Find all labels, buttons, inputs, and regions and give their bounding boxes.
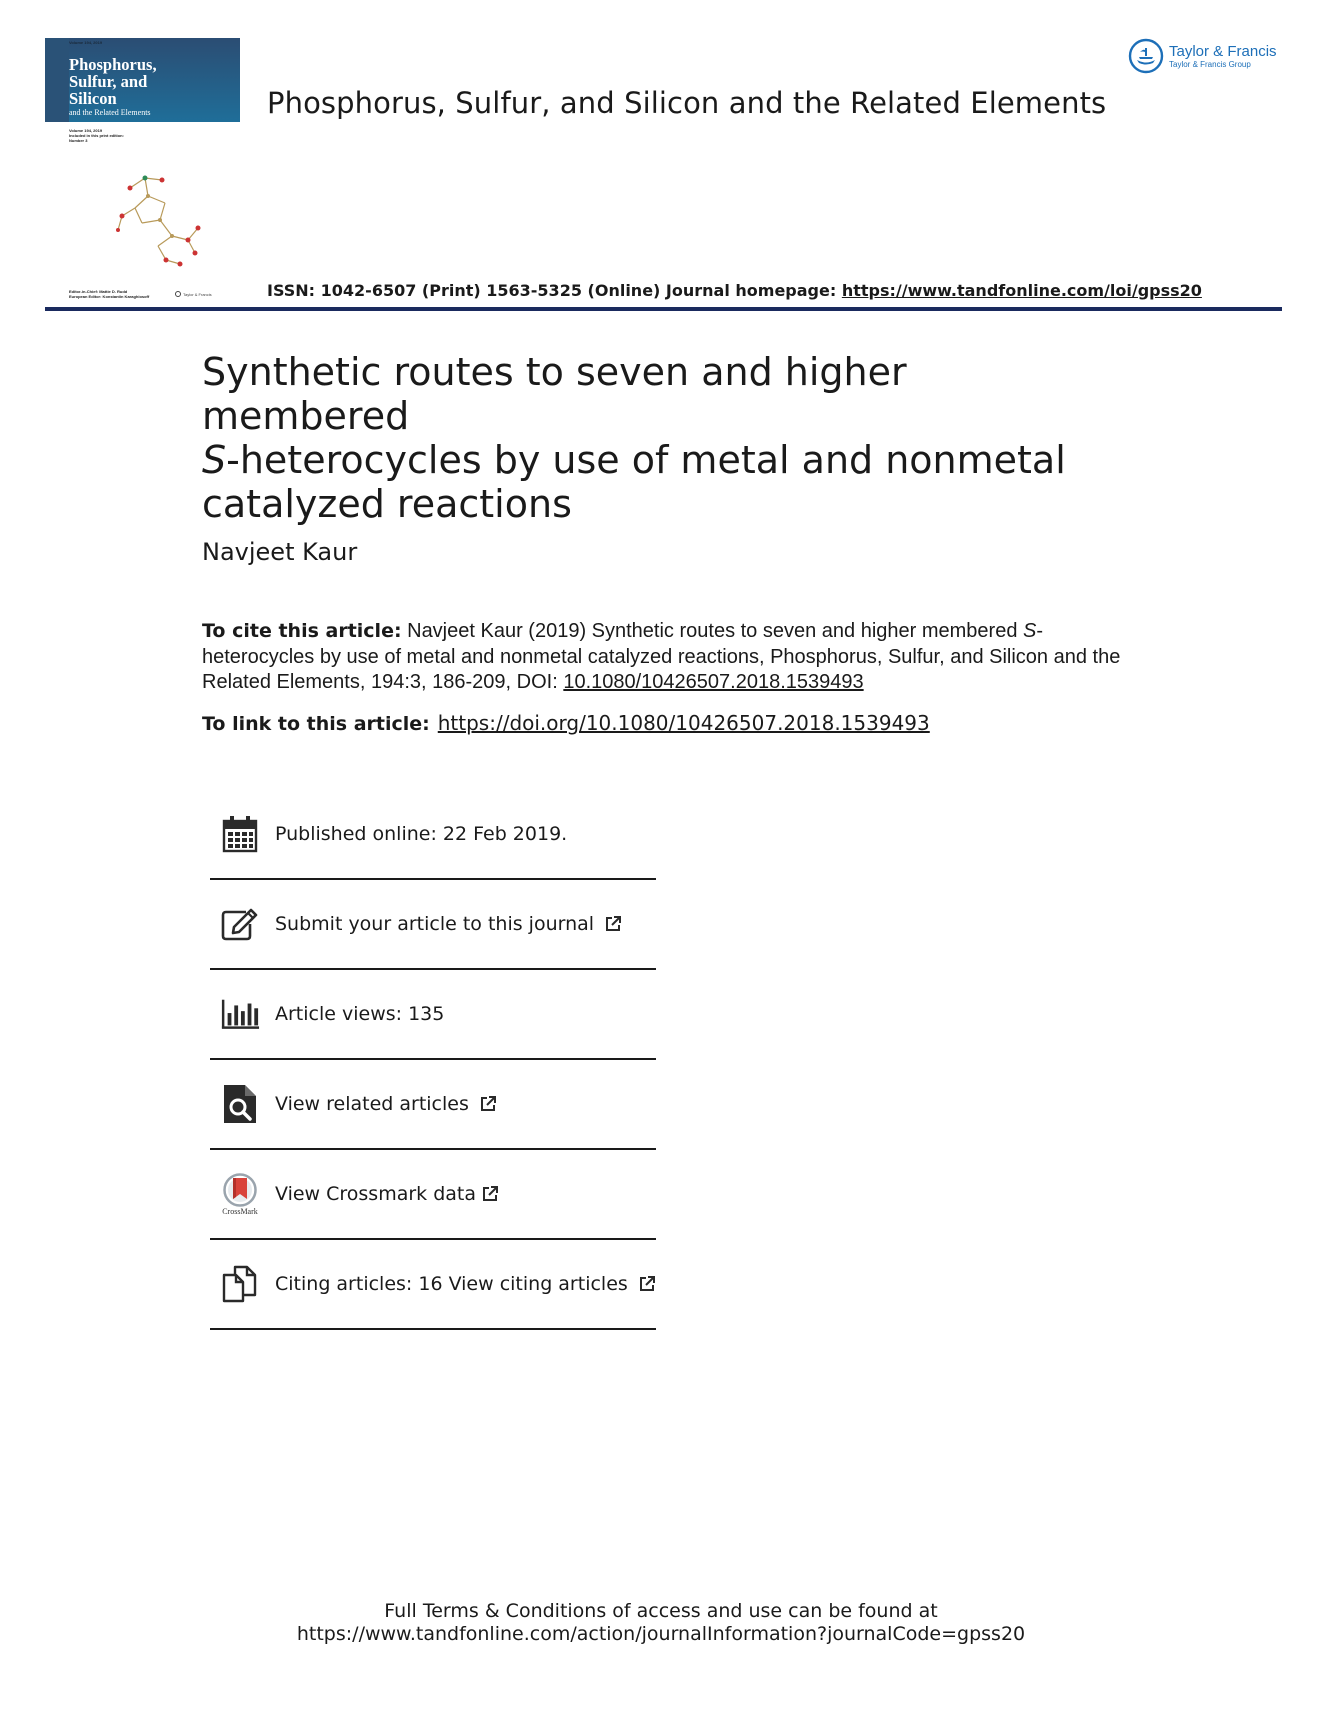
- article-doi-link[interactable]: https://doi.org/10.1080/10426507.2018.1539493: [437, 711, 930, 735]
- external-link-icon: [478, 1094, 498, 1114]
- submit-article-text: Submit your article to this journal: [275, 913, 595, 935]
- cover-editor-line: European Editor: Konstantin Karaghiosoff: [69, 294, 150, 299]
- issn-line: [267, 281, 1202, 300]
- related-articles-row[interactable]: [210, 1060, 656, 1150]
- cover-issue-info: [69, 128, 240, 143]
- cover-title-line: Phosphorus,: [69, 55, 157, 74]
- molecule-illustration: [100, 168, 210, 273]
- calendar-icon: [220, 812, 260, 856]
- citation-text-2: -heterocycles by use of metal and nonmetal catalyzed reactions, Phosphorus, Sulfur, and Silicon and the Related Elements, 194:3, 186-209, DOI:: [202, 620, 1121, 693]
- cover-title-line: Sulfur, and: [69, 72, 148, 91]
- cover-banner: [45, 38, 240, 122]
- citation-label: To cite this article:: [202, 620, 402, 642]
- cover-publisher-name: Taylor & Francis: [183, 291, 212, 297]
- footer-terms-link[interactable]: https://www.tandfonline.com/action/journalInformation?journalCode=gpss20: [296, 1623, 1026, 1645]
- article-title: [202, 350, 1122, 526]
- cover-subtitle: and the Related Elements: [69, 108, 151, 117]
- cover-editor-line: Editor-in-Chief: Mattie D. Rudd: [69, 289, 128, 294]
- journal-name: Phosphorus, Sulfur, and Silicon and the Related Elements: [267, 86, 1107, 120]
- cover-issue-line: Number 3: [69, 138, 88, 143]
- title-italic: S: [202, 438, 227, 482]
- published-online-text: Published online: 22 Feb 2019.: [275, 823, 568, 845]
- external-link-icon: [480, 1184, 500, 1204]
- title-line-2-rest: -heterocycles by use of metal and nonmetal: [226, 438, 1066, 482]
- crossmark-text: View Crossmark data: [275, 1183, 477, 1205]
- external-link-icon: [637, 1274, 657, 1294]
- search-document-icon: [220, 1082, 260, 1126]
- cover-volume: Volume 194, 2019: [69, 40, 103, 45]
- cover-title-line: Silicon: [69, 89, 117, 108]
- taylor-francis-icon: [1128, 38, 1164, 74]
- footer-line-1: Full Terms & Conditions of access and use can be found at: [384, 1600, 938, 1622]
- citing-articles-text: Citing articles: 16 View citing articles: [275, 1273, 628, 1295]
- citing-articles-row[interactable]: [210, 1240, 656, 1330]
- article-views-text: Article views: 135: [275, 1003, 445, 1025]
- article-link-line: [202, 711, 930, 735]
- cover-publisher-icon: [175, 291, 181, 297]
- journal-cover-image: [45, 38, 240, 303]
- submit-article-row[interactable]: [210, 880, 656, 970]
- citation-doi-link[interactable]: 10.1080/10426507.2018.1539493: [563, 671, 864, 693]
- crossmark-caption: CrossMark: [222, 1206, 258, 1216]
- bar-chart-icon: [220, 992, 260, 1036]
- journal-homepage-link[interactable]: https://www.tandfonline.com/loi/gpss20: [841, 281, 1202, 300]
- copy-documents-icon: [220, 1262, 260, 1306]
- related-articles-text: View related articles: [275, 1093, 469, 1115]
- external-link-icon: [603, 914, 623, 934]
- author-name: Navjeet Kaur: [202, 538, 358, 566]
- citation-block: [202, 619, 1122, 696]
- published-online-row: [210, 790, 656, 880]
- issn-text: ISSN: 1042-6507 (Print) 1563-5325 (Online) Journal homepage:: [267, 281, 842, 300]
- header-divider: [45, 307, 1282, 311]
- cover-issue-line: Included in this print edition:: [69, 133, 124, 138]
- title-line-2: [202, 438, 1122, 482]
- link-label: To link to this article:: [202, 713, 430, 735]
- cover-title: [69, 56, 157, 117]
- cover-editors: [69, 289, 149, 299]
- citation-italic: S: [1023, 620, 1037, 642]
- article-info-list: [210, 790, 656, 1330]
- article-views-row: [210, 970, 656, 1060]
- title-line-1: Synthetic routes to seven and higher membered: [202, 350, 907, 438]
- logo-name: Taylor & Francis: [1169, 42, 1277, 60]
- crossmark-row[interactable]: [210, 1150, 656, 1240]
- title-line-3: catalyzed reactions: [202, 482, 572, 526]
- edit-icon: [220, 902, 260, 946]
- terms-footer: [0, 1600, 1322, 1646]
- crossmark-icon: [220, 1172, 260, 1216]
- citation-text-1: Navjeet Kaur (2019) Synthetic routes to seven and higher membered: [401, 620, 1024, 642]
- publisher-logo[interactable]: [1128, 38, 1277, 74]
- cover-publisher: [175, 291, 212, 297]
- logo-group: Taylor & Francis Group: [1169, 59, 1251, 69]
- cover-issue-line: Volume 194, 2019: [69, 128, 103, 133]
- cover-band: [45, 38, 69, 122]
